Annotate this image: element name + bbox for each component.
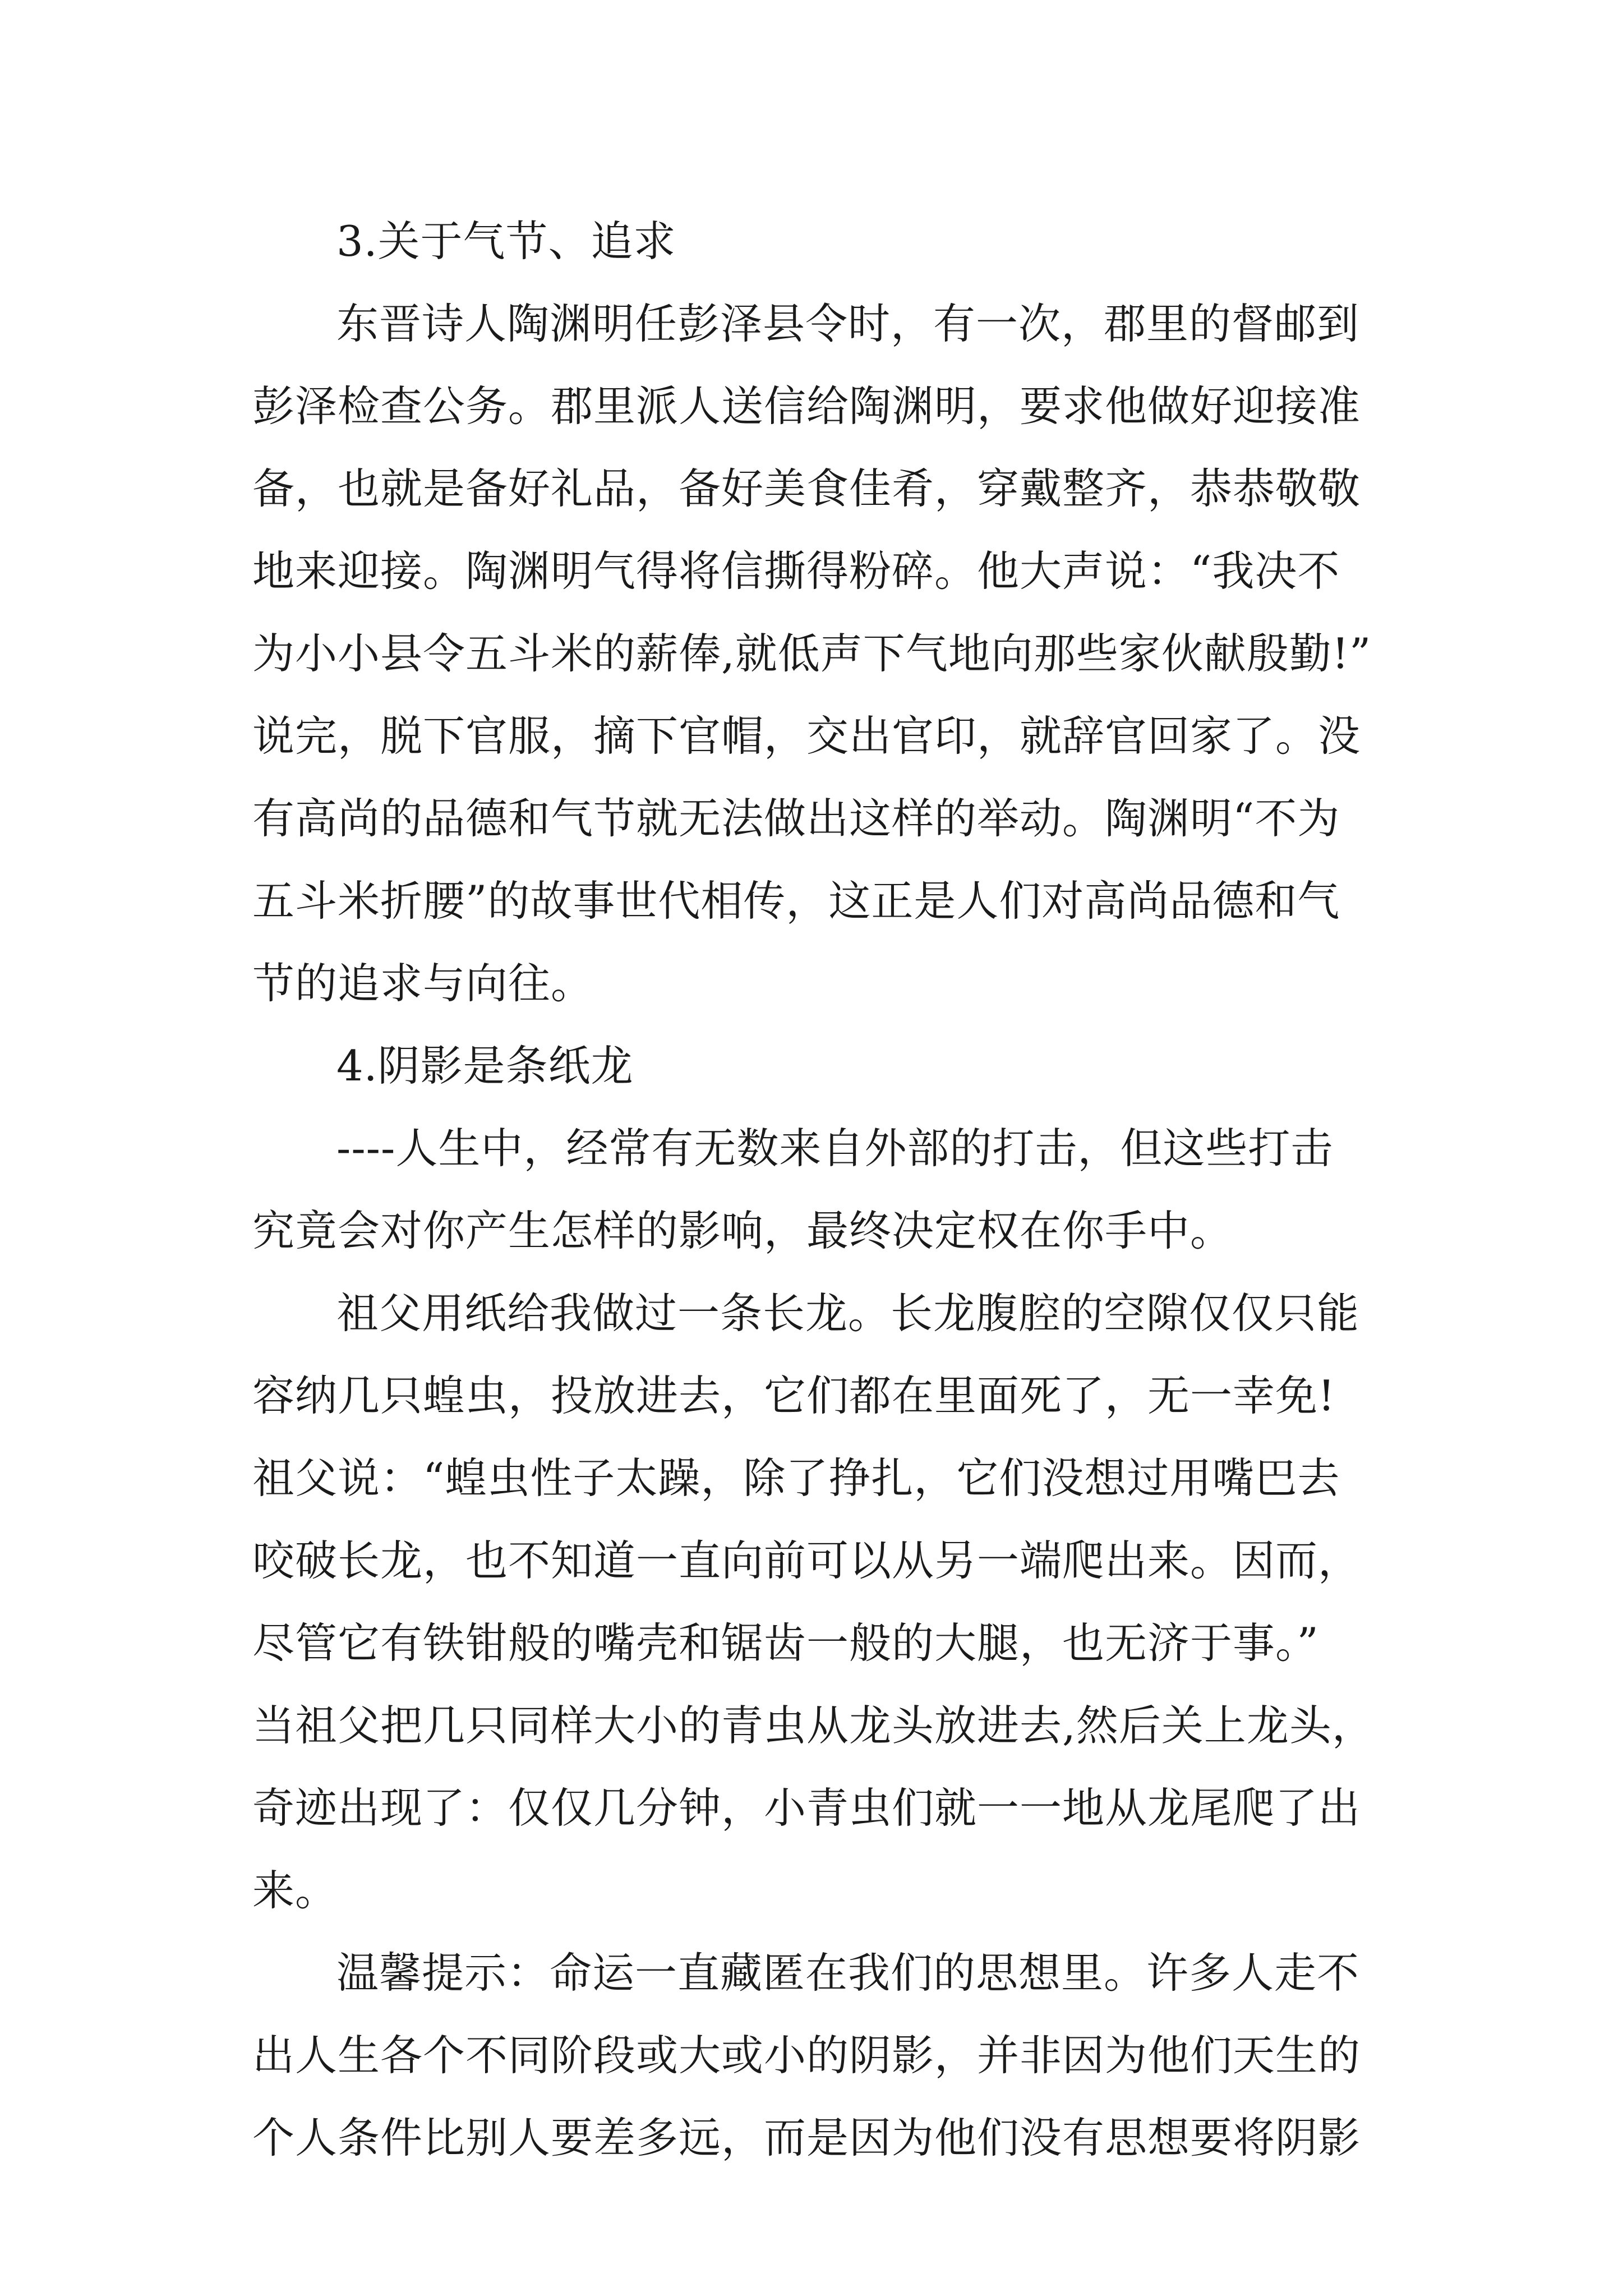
- paragraph-line: 有高尚的品德和气节就无法做出这样的举动。陶渊明“不为: [252, 794, 1340, 843]
- paragraph-line: 奇迹出现了：仅仅几分钟，小青虫们就一一地从龙尾爬了出: [252, 1783, 1361, 1833]
- paragraph-line: 五斗米折腰”的故事世代相传，这正是人们对高尚品德和气: [252, 876, 1340, 926]
- paragraph-line: 说完，脱下官服，摘下官帽，交出官印，就辞官回家了。没: [252, 711, 1361, 761]
- paragraph-line: 温馨提示：命运一直藏匿在我们的思想里。许多人走不: [336, 1948, 1360, 1998]
- paragraph-line: 彭泽检查公务。郡里派人送信给陶渊明，要求他做好迎接准: [252, 381, 1361, 431]
- paragraph-line: 个人条件比别人要差多远，而是因为他们没有思想要将阴影: [252, 2113, 1361, 2162]
- paragraph-line: ----人生中，经常有无数来自外部的打击，但这些打击: [336, 1124, 1334, 1173]
- paragraph-line: 东晋诗人陶渊明任彭泽县令时，有一次，郡里的督邮到: [336, 299, 1360, 348]
- paragraph-line: 祖父用纸给我做过一条长龙。长龙腹腔的空隙仅仅只能: [336, 1289, 1360, 1338]
- paragraph-line: 究竟会对你产生怎样的影响，最终决定权在你手中。: [252, 1206, 1233, 1255]
- paragraph-line: 出人生各个不同阶段或大或小的阴影，并非因为他们天生的: [252, 2031, 1361, 2080]
- paragraph-line: 咬破长龙，也不知道一直向前可以从另一端爬出来。因而，: [252, 1536, 1361, 1585]
- paragraph-line: 来。: [252, 1866, 338, 1915]
- paragraph-line: 节的追求与向往。: [252, 959, 594, 1008]
- paragraph-line: 容纳几只蝗虫，投放进去，它们都在里面死了，无一幸免!: [252, 1371, 1336, 1420]
- paragraph-line: 为小小县令五斗米的薪俸,就低声下气地向那些家伙献殷勤!”: [252, 629, 1372, 678]
- paragraph-line: 备，也就是备好礼品，备好美食佳肴，穿戴整齐，恭恭敬敬: [252, 464, 1361, 513]
- paragraph-line: 当祖父把几只同样大小的青虫从龙头放进去,然后关上龙头，: [252, 1701, 1375, 1750]
- paragraph-line: 地来迎接。陶渊明气得将信撕得粉碎。他大声说：“我决不: [252, 546, 1340, 596]
- paragraph-line: 祖父说：“蝗虫性子太躁，除了挣扎，它们没想过用嘴巴去: [252, 1453, 1340, 1503]
- paragraph-line: 尽管它有铁钳般的嘴壳和锯齿一般的大腿，也无济于事。”: [252, 1618, 1319, 1668]
- heading-section-3: 3.关于气节、追求: [336, 217, 676, 266]
- heading-section-4: 4.阴影是条纸龙: [336, 1041, 634, 1091]
